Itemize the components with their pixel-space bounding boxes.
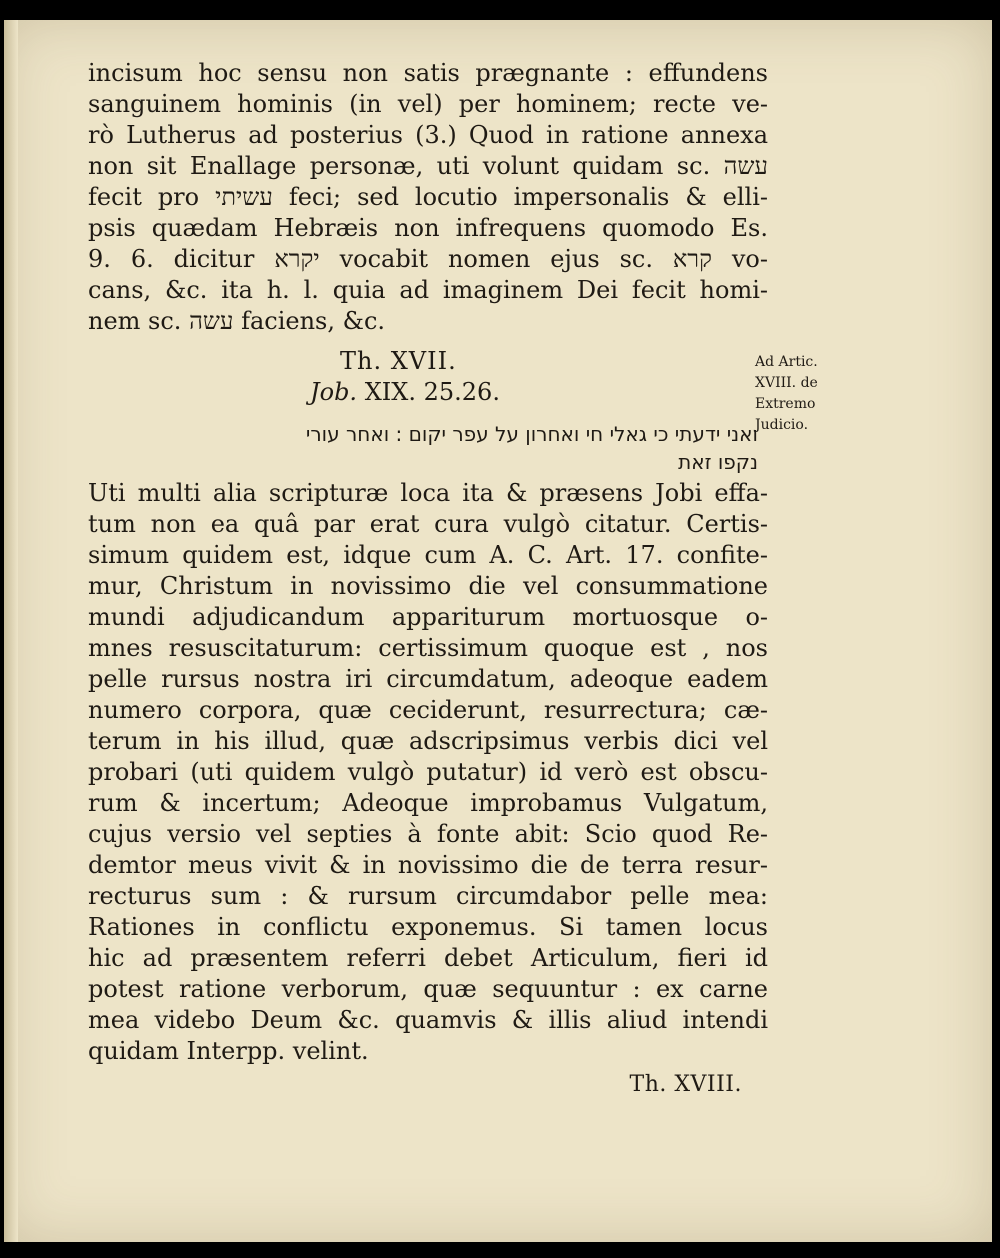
text-line-last: quidam Interpp. velint. [88, 1037, 369, 1065]
text-line: non sit Enallage personæ, uti volunt quidam sc. עשה [88, 152, 768, 180]
text-line: simum quidem est, idque cum A. C. Art. 17. confite- [88, 541, 768, 569]
text-line: cujus versio vel septies à fonte abit: Scio quod Re- [88, 820, 768, 848]
text-line: Rationes in conflictu exponemus. Si tamen locus [88, 913, 768, 941]
text-line: mea videbo Deum &c. quamvis & illis aliud intendi [88, 1006, 768, 1034]
text-line: incisum hoc sensu non satis prægnante : effundens [88, 59, 768, 87]
text-line: rò Lutherus ad posterius (3.) Quod in ratione annexa [88, 121, 768, 149]
scripture-reference [310, 378, 500, 406]
hebrew-quotation-line-2: נקפו זאת [678, 450, 758, 474]
page-gutter-shadow [4, 20, 18, 1242]
text-line: potest ratione verborum, quæ sequuntur : ex carne [88, 975, 768, 1003]
text-line-last: nem sc. עשה faciens, &c. [88, 307, 386, 335]
scripture-book: Job. [310, 378, 358, 406]
text-line: pelle rursus nostra iri circumdatum, adeoque eadem [88, 665, 768, 693]
text-line: Uti multi alia scripturæ loca ita & præsens Jobi effa- [88, 479, 768, 507]
text-line: recturus sum : & rursum circumdabor pelle mea: [88, 882, 768, 910]
text-line: psis quædam Hebræis non infrequens quomodo Es. [88, 214, 768, 242]
text-line: hic ad præsentem referri debet Articulum, fieri id [88, 944, 768, 972]
hebrew-quotation-line-1: ואני ידעתי כי גאלי חי ואחרון על עפר יקום : ואחר עורי [305, 422, 758, 446]
text-line: mundi adjudicandum appariturum mortuosque o- [88, 603, 768, 631]
text-line: demtor meus vivit & in novissimo die de terra resur- [88, 851, 768, 879]
text-line: mur, Christum in novissimo die vel consummatione [88, 572, 768, 600]
text-line: rum & incertum; Adeoque improbamus Vulgatum, [88, 789, 768, 817]
marginal-note-line: Ad Artic. [755, 354, 818, 370]
text-line: 9. 6. dicitur יקרא vocabit nomen ejus sc. קרא vo- [88, 245, 768, 273]
paragraph-upper [88, 58, 768, 337]
thesis-heading: Th. XVII. [340, 347, 457, 375]
text-line: probari (uti quidem vulgò putatur) id verò est obscu- [88, 758, 768, 786]
scripture-verse: XIX. 25.26. [364, 378, 500, 406]
text-line: fecit pro עשיתי feci; sed locutio impersonalis & elli- [88, 183, 768, 211]
paragraph-lower [88, 478, 768, 1067]
marginal-note-line: Extremo [755, 396, 816, 412]
catchword: Th. XVIII. [629, 1072, 742, 1097]
text-line: cans, &c. ita h. l. quia ad imaginem Dei fecit homi- [88, 276, 768, 304]
marginal-note-line: Judicio. [755, 417, 809, 433]
text-line: sanguinem hominis (in vel) per hominem; recte ve- [88, 90, 768, 118]
text-line: terum in his illud, quæ adscripsimus verbis dici vel [88, 727, 768, 755]
marginal-note [755, 352, 818, 436]
text-line: numero corpora, quæ ceciderunt, resurrectura; cæ- [88, 696, 768, 724]
marginal-note-line: XVIII. de [755, 375, 818, 391]
text-line: tum non ea quâ par erat cura vulgò citatur. Certis- [88, 510, 768, 538]
text-line: mnes resuscitaturum: certissimum quoque est , nos [88, 634, 768, 662]
